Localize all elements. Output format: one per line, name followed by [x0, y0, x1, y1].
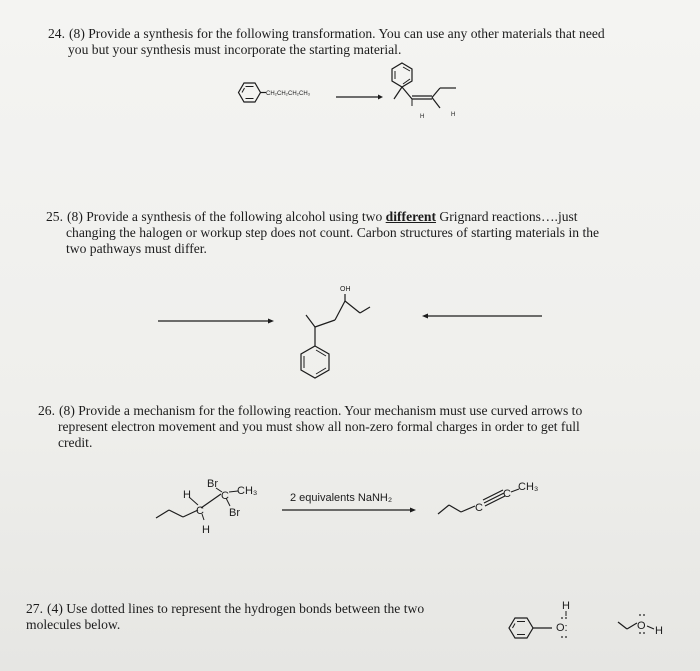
- question-text-line: (4) Use dotted lines to represent the hydrogen bonds between the two: [47, 601, 425, 616]
- question-number: 27.: [26, 601, 43, 616]
- question-text-line: (8) Provide a synthesis for the following transformation. You can use any other materials that need: [69, 26, 605, 41]
- question-text-line: you but your synthesis must incorporate the starting material.: [68, 42, 402, 57]
- question-text-line: (8) Provide a mechanism for the following reaction. Your mechanism must use curved arrows to: [59, 403, 583, 418]
- question-text-line: credit.: [58, 435, 93, 450]
- product-alkene-structure: [392, 63, 456, 120]
- oxygen-label: O:: [556, 622, 568, 634]
- question-text-line: Grignard reactions….just: [436, 209, 578, 224]
- carbon-label: C: [475, 502, 483, 514]
- question-number: 26.: [38, 403, 55, 418]
- phenol-structure: [509, 600, 570, 638]
- alcohol-structure: [618, 614, 663, 637]
- carbon-label: C: [503, 488, 511, 500]
- question-number: 24.: [48, 26, 65, 41]
- butylbenzene-structure: [239, 83, 311, 102]
- emphasized-word: different: [385, 209, 437, 224]
- oxygen-label: O: [637, 620, 646, 632]
- bromine-label: Br: [229, 507, 240, 519]
- hydrogen-label: H: [655, 625, 663, 637]
- question-number: 25.: [46, 209, 63, 224]
- benzene-ring: [301, 346, 329, 378]
- question-text-line: two pathways must differ.: [66, 241, 207, 256]
- methyl-label: CH₃: [518, 481, 539, 493]
- question-text-line: changing the halogen or workup step does not count. Carbon structures of starting materials in the: [66, 225, 600, 240]
- butyl-chain-label: CH₂CH₂CH₂CH₃: [266, 91, 311, 97]
- dibromide-reactant-structure: [156, 478, 257, 536]
- benzene-ring: [239, 83, 261, 102]
- carbon-label: C: [221, 490, 229, 502]
- methyl-label: CH₃: [237, 485, 258, 497]
- hydrogen-label: H: [451, 112, 456, 118]
- hydrogen-label: H: [562, 600, 570, 612]
- question-text-line: (8) Provide a synthesis of the following alcohol using two: [67, 209, 386, 224]
- hydroxyl-label: OH: [340, 286, 351, 293]
- hydrogen-label: H: [183, 489, 191, 501]
- hydrogen-label: H: [420, 114, 425, 120]
- bromine-label: Br: [207, 478, 218, 490]
- reagent-label: 2 equivalents NaNH₂: [290, 492, 393, 504]
- question-text-line: molecules below.: [26, 617, 121, 632]
- carbon-label: C: [196, 505, 204, 517]
- question-text-line: represent electron movement and you must show all non-zero formal charges in order to get full: [58, 419, 580, 434]
- hydrogen-label: H: [202, 524, 210, 536]
- alkyne-product-structure: [438, 481, 538, 514]
- tertiary-alcohol-structure: [301, 286, 370, 378]
